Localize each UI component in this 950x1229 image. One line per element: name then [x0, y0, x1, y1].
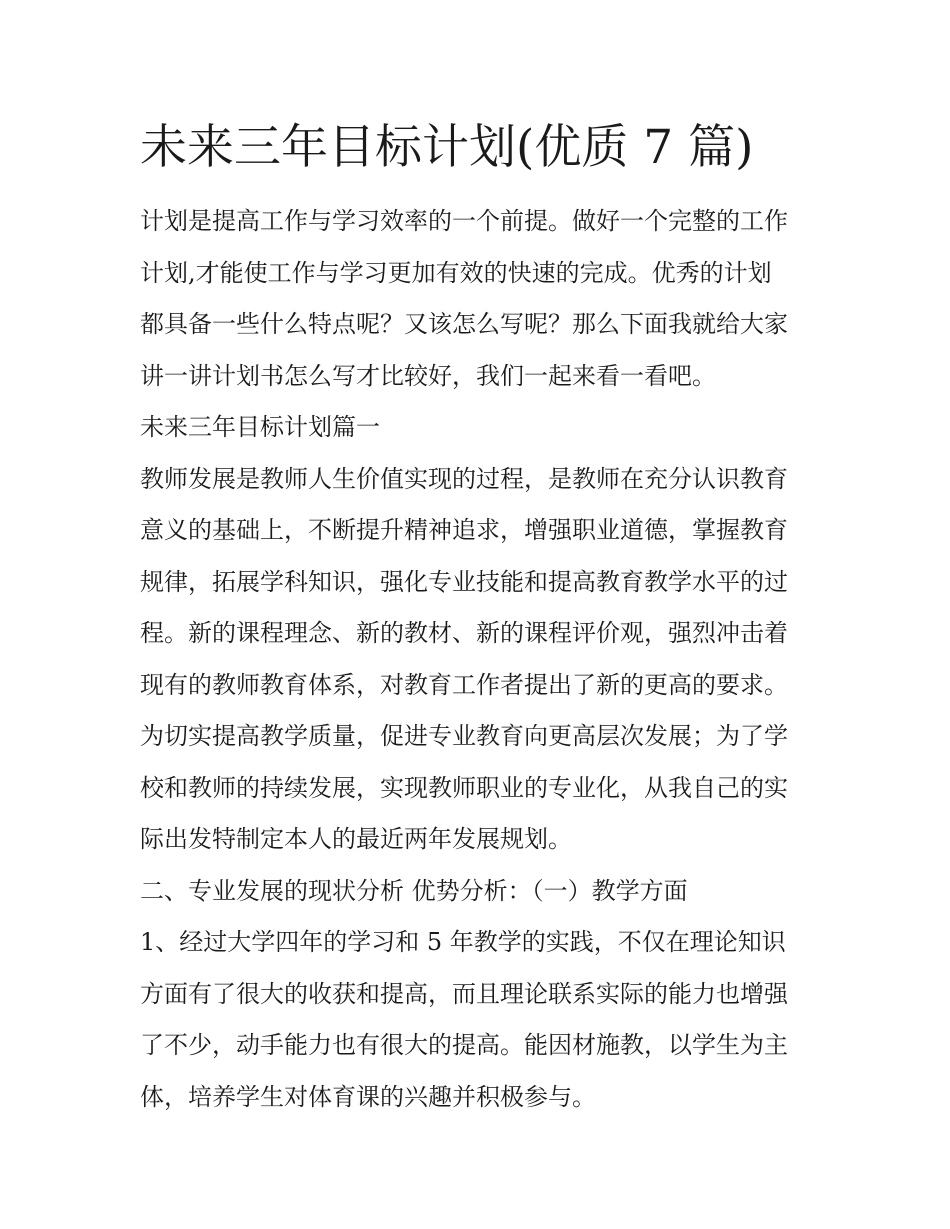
- section-heading: 未来三年目标计划篇一: [140, 413, 380, 441]
- text-line: 计划是提高工作与学习效率的一个前提。做好一个完整的工作: [140, 207, 788, 235]
- section-heading: 二、专业发展的现状分析 优势分析：（一）教学方面: [140, 876, 688, 905]
- text-line: 1、经过大学四年的学习和 5 年教学的实践，不仅在理论知识: [140, 928, 786, 956]
- text-line: 计划,才能使工作与学习更加有效的快速的完成。优秀的计划: [140, 258, 772, 287]
- text-line: 都具备一些什么特点呢？又该怎么写呢？那么下面我就给大家: [140, 310, 788, 338]
- text-line: 讲一讲计划书怎么写才比较好，我们一起来看一看吧。: [140, 361, 716, 390]
- document-body: [140, 196, 820, 1123]
- text-line: 规律，拓展学科知识，强化专业技能和提高教育教学水平的过: [140, 567, 788, 596]
- text-line: 体，培养学生对体育课的兴趣并积极参与。: [140, 1082, 596, 1111]
- document-title: 未来三年目标计划(优质 7 篇): [140, 120, 754, 175]
- text-line: 际出发特制定本人的最近两年发展规划。: [140, 825, 572, 853]
- text-line: 为切实提高教学质量，促进专业教育向更高层次发展；为了学: [140, 722, 788, 750]
- text-line: 了不少，动手能力也有很大的提高。能因材施教，以学生为主: [140, 1031, 788, 1059]
- text-line: 现有的教师教育体系，对教育工作者提出了新的更高的要求。: [140, 670, 788, 699]
- text-line: 校和教师的持续发展，实现教师职业的专业化，从我自己的实: [140, 773, 788, 802]
- text-line: 程。新的课程理念、新的教材、新的课程评价观，强烈冲击着: [140, 619, 788, 647]
- text-line: 方面有了很大的收获和提高，而且理论联系实际的能力也增强: [140, 979, 788, 1008]
- text-line: 意义的基础上，不断提升精神追求，增强职业道德，掌握教育: [140, 516, 788, 544]
- text-line: 教师发展是教师人生价值实现的过程，是教师在充分认识教育: [140, 464, 788, 493]
